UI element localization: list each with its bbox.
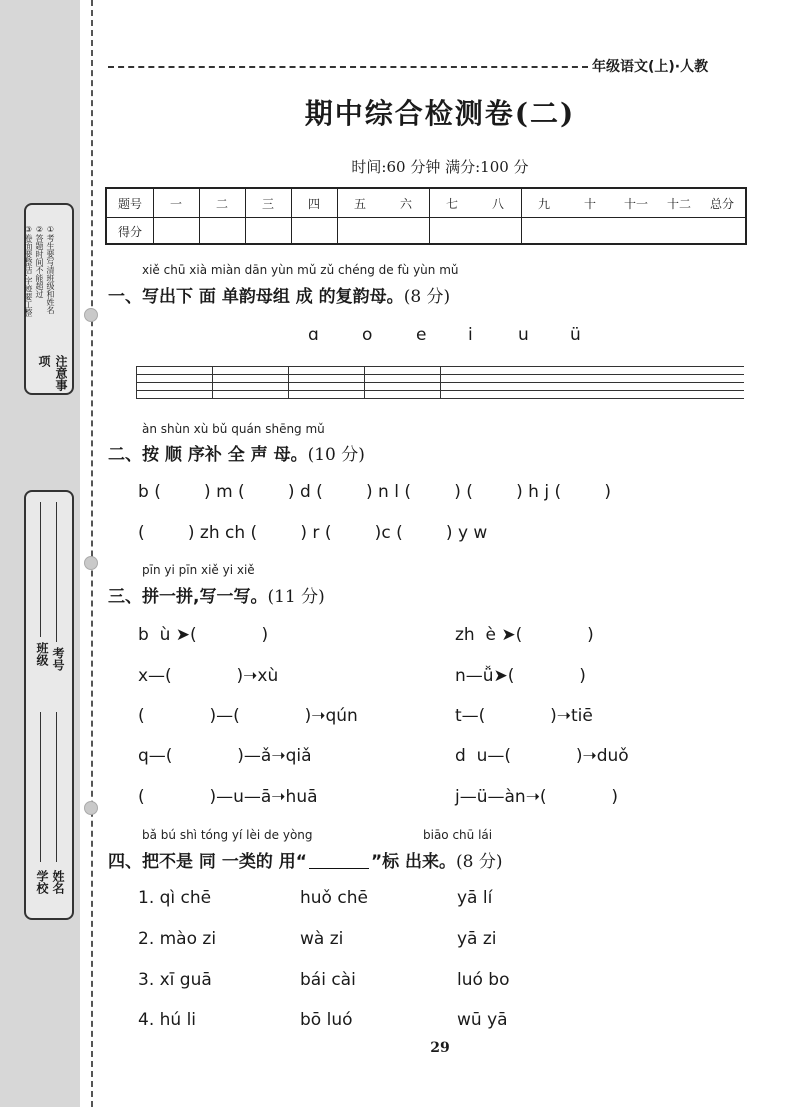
q1-pinyin: xiě chū xià miàn dān yùn mǔ zǔ chéng de fù yùn mǔ [142,263,459,277]
score-cell: 二 [215,196,228,211]
q2-line-1: b ( ) m ( ) d ( ) n l ( ) ( ) h j ( ) [138,482,611,502]
notice-box [24,203,74,395]
score-table [105,187,747,245]
page-number: 29 [430,1040,450,1056]
vowel: ü [570,325,581,345]
class-label: 班级 [35,642,49,666]
score-cell: 七 [445,196,458,211]
vowel: ɑ [308,325,319,345]
score-cell: 十一 [623,196,648,211]
notice-label: 注意事项 [37,355,68,391]
vowel: i [468,325,473,345]
q3-item: ( )—( )➝qún [138,706,358,726]
name-label: 姓名 [51,870,65,894]
punch-hole [84,308,98,322]
q4-word[interactable]: 1. qì chē [138,888,212,908]
q4-word[interactable]: 2. mào zi [138,929,217,949]
q3-item: zh è ➤( ) [455,625,594,645]
q3-item: n—ǚ➤( ) [455,666,586,686]
score-cell: 一 [169,196,182,211]
exam-number-field-line[interactable] [56,502,57,642]
exam-info: 时间:60 分钟 满分:100 分 [351,158,529,176]
student-info-box [24,490,74,920]
vowel: u [518,325,529,345]
q4-heading: 四、把不是 同 一类的 用“ ”标 出来。(8 分) [108,852,503,872]
exam-number-label: 考号 [51,647,65,671]
class-field-line[interactable] [40,502,41,637]
series-label: 年级语文(上)·人教 [592,59,709,75]
name-field-line[interactable] [56,712,57,862]
q4-word[interactable]: yā zi [457,929,497,949]
q4-word[interactable]: luó bo [457,970,510,990]
score-cell: 题号 [117,196,142,211]
q4-word[interactable]: huǒ chē [300,888,368,908]
score-cell: 九 [537,196,550,211]
q4-pinyin-b: biāo chū lái [423,828,493,842]
score-cell: 总分 [709,196,734,211]
q4-word[interactable]: bái cài [300,970,356,990]
q3-item: x—( )➝xù [138,666,279,686]
notice-line: ①考生要写清班级和姓名 [46,225,55,314]
q3-item: t—( )➝tiē [455,706,593,726]
score-cell: 三 [261,196,274,211]
q3-item: b ù ➤( ) [138,625,269,645]
score-cell: 四 [307,196,320,211]
punch-hole [84,801,98,815]
q1-heading: 一、写出下 面 单韵母组 成 的复韵母。(8 分) [108,287,451,307]
q3-item: d u—( )➝duǒ [455,746,629,766]
score-cell: 五 [353,196,366,211]
q3-heading: 三、拼一拼,写一写。(11 分) [108,587,325,607]
q2-line-2: ( ) zh ch ( ) r ( )c ( ) y w [138,523,488,543]
page-title: 期中综合检测卷(二) [304,97,576,130]
q3-pinyin: pīn yi pīn xiě yi xiě [142,563,255,577]
q4-word[interactable]: bō luó [300,1010,353,1030]
q2-pinyin: àn shùn xù bǔ quán shēng mǔ [142,422,325,436]
underline-sample [309,868,369,869]
q3-item: ( )—u—ā➝huā [138,787,318,807]
punch-hole [84,556,98,570]
score-cell: 六 [399,196,412,211]
vowel: e [416,325,427,345]
vowel: o [362,325,373,345]
score-cell: 十 [583,196,596,211]
school-label: 学校 [35,870,49,894]
notice-line: ②答题时间不能超过 [35,225,44,298]
q2-heading: 二、按 顺 序补 全 声 母。(10 分) [108,445,365,465]
q4-word[interactable]: 3. xī guā [138,970,212,990]
q4-word[interactable]: wū yā [457,1010,508,1030]
notice-line: ③卷面要整洁,字迹要工整 [24,225,33,317]
score-table-score-row [107,217,745,245]
q4-word[interactable]: yā lí [457,888,493,908]
score-row-label: 得分 [117,224,142,239]
score-cell: 十二 [666,196,691,211]
q4-pinyin-a: bǎ bú shì tóng yí lèi de yòng [142,828,313,842]
school-field-line[interactable] [40,712,41,862]
q4-word[interactable]: 4. hú li [138,1010,197,1030]
q4-word[interactable]: wà zi [300,929,344,949]
header-dashed-line [108,66,588,68]
score-cell: 八 [491,196,504,211]
q3-item: j—ü—àn➝( ) [455,787,619,807]
score-table-header-row [107,189,745,218]
q3-item: q—( )—ǎ➝qiǎ [138,746,312,766]
q1-writing-grid[interactable] [136,366,744,398]
